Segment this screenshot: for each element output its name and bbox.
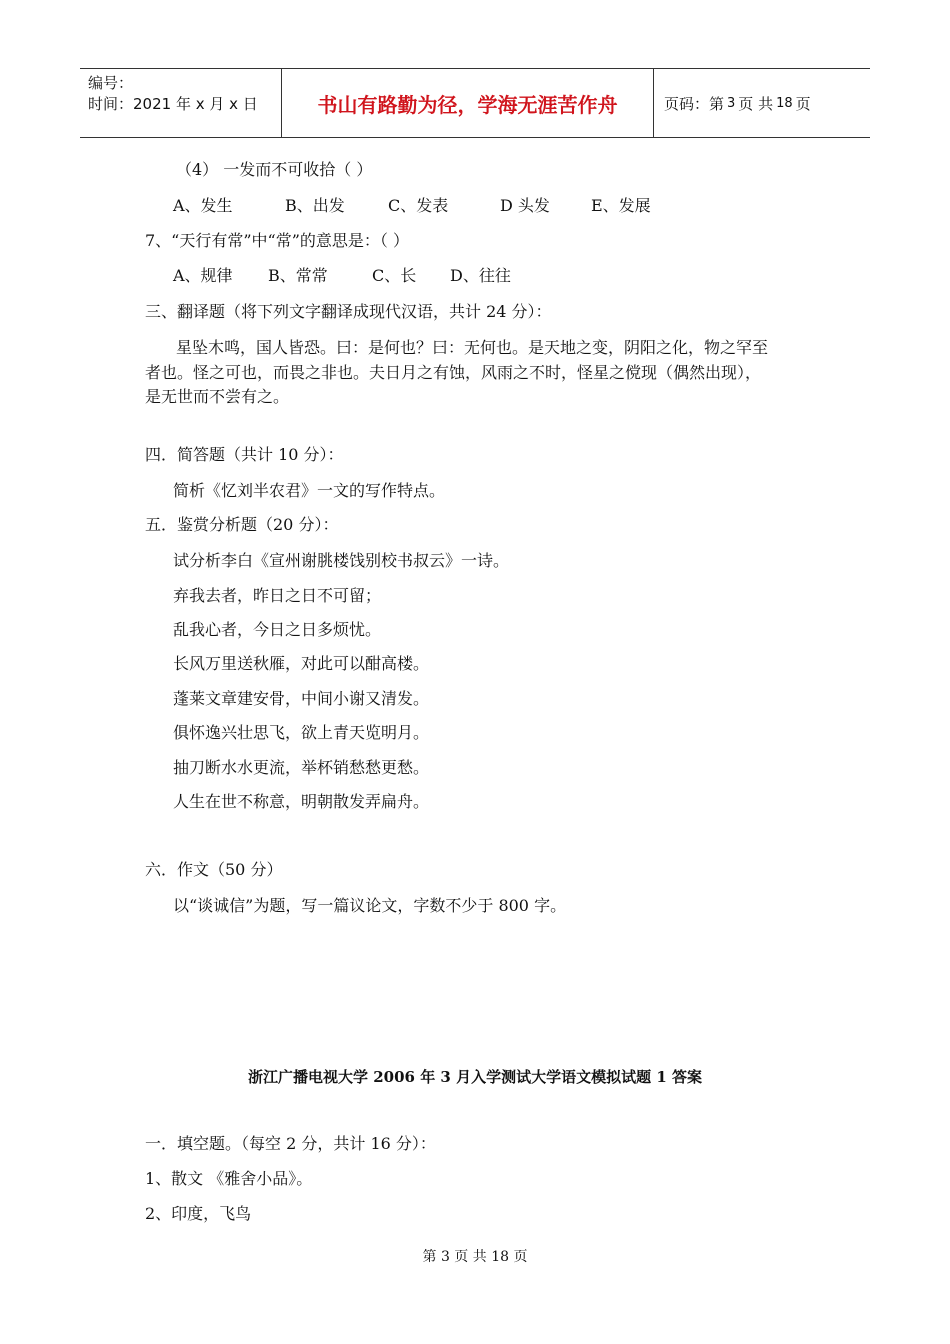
q7-stem: 7、“天行有常”中“常”的意思是：（ ）	[145, 231, 409, 250]
section5-title: 五．鉴赏分析题（20 分）：	[145, 515, 339, 534]
section3-line-1: 星坠木鸣，国人皆恐。曰：是何也？曰：无何也。是天地之变，阴阳之化，物之罕至	[176, 338, 769, 357]
answers-section1-title: 一．填空题。（每空 2 分，共计 16 分）：	[145, 1134, 436, 1153]
poem-line-4: 蓬莱文章建安骨，中间小谢又清发。	[173, 689, 430, 708]
section3-line-3: 是无世而不尝有之。	[145, 387, 290, 406]
page-total: 18	[776, 95, 793, 111]
page-middle: 页 共	[738, 94, 774, 113]
poem-line-5: 俱怀逸兴壮思飞，欲上青天览明月。	[173, 723, 430, 742]
section6-title: 六．作文（50 分）	[145, 860, 283, 879]
page-prefix: 页码：第	[664, 94, 725, 113]
q4-option-a: A、发生	[173, 196, 233, 215]
section6-prompt: 以“谈诚信”为题，写一篇议论文，字数不少于 800 字。	[173, 896, 567, 915]
section4-question: 简析《忆刘半农君》一文的写作特点。	[173, 481, 446, 500]
page-footer: 第 3 页 共 18 页	[422, 1249, 528, 1265]
q4-option-c: C、发表	[388, 196, 449, 215]
q7-option-a: A、规律	[173, 266, 233, 285]
answers-title: 浙江广播电视大学 2006 年 3 月入学测试大学语文模拟试题 1 答案	[248, 1068, 702, 1086]
page-current: 3	[727, 95, 736, 111]
answer-item-2: 2、印度，飞鸟	[145, 1204, 252, 1223]
q7-option-d: D、往往	[450, 266, 511, 285]
section4-title: 四．简答题（共计 10 分）：	[145, 445, 344, 464]
header-motto: 书山有路勤为径，学海无涯苦作舟	[281, 69, 654, 137]
q4-option-e: E、发展	[591, 196, 651, 215]
section5-intro: 试分析李白《宣州谢朓楼饯别校书叔云》一诗。	[173, 551, 510, 570]
poem-line-6: 抽刀断水水更流，举杯销愁愁更愁。	[173, 758, 430, 777]
poem-line-1: 弃我去者，昨日之日不可留；	[173, 586, 382, 605]
header-page-number	[654, 69, 870, 137]
section3-line-2: 者也。怪之可也，而畏之非也。夫日月之有蚀，风雨之不时，怪星之傥现（偶然出现），	[145, 363, 762, 382]
section3-title: 三、翻译题（将下列文字翻译成现代汉语，共计 24 分）：	[145, 302, 552, 321]
page-header	[80, 68, 870, 138]
q7-option-b: B、常常	[268, 266, 328, 285]
q4-option-b: B、出发	[285, 196, 345, 215]
q7-option-c: C、长	[372, 266, 417, 285]
q4-option-d: D 头发	[500, 196, 550, 215]
serial-label: 编号：	[88, 74, 134, 92]
poem-line-7: 人生在世不称意，明朝散发弄扁舟。	[173, 792, 430, 811]
header-meta	[80, 69, 281, 137]
poem-line-2: 乱我心者，今日之日多烦忧。	[173, 620, 382, 639]
poem-line-3: 长风万里送秋雁，对此可以酣高楼。	[173, 654, 430, 673]
date-label: 时间：2021 年 x 月 x 日	[88, 95, 258, 113]
q4-stem: （4） 一发而不可收拾（ ）	[176, 160, 373, 179]
page-suffix: 页	[795, 94, 811, 113]
answer-item-1: 1、散文 《雅舍小品》。	[145, 1169, 313, 1188]
